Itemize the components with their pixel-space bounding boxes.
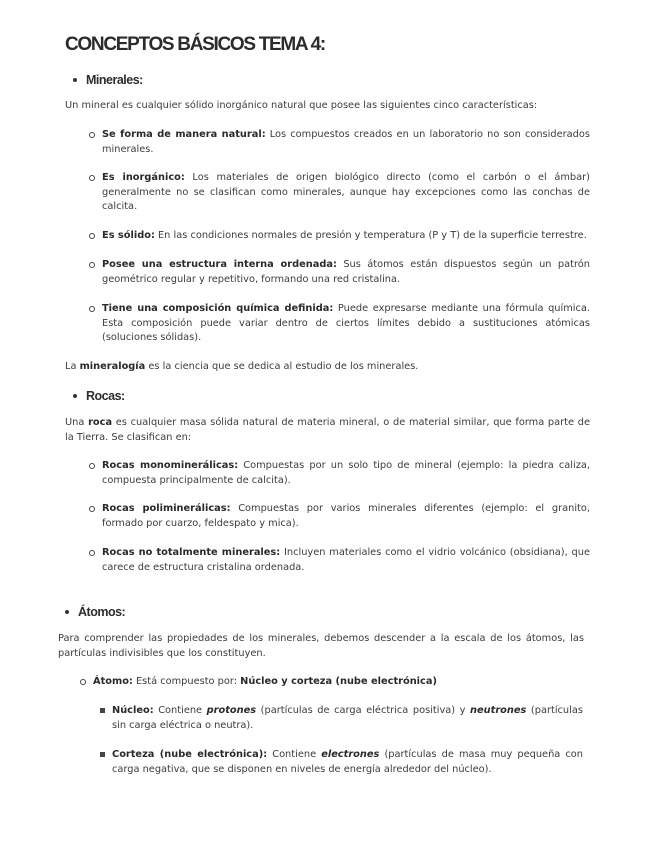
bullet-square-icon	[100, 752, 105, 757]
list-item: Posee una estructura interna ordenada: Sus átomos están dispuestos según un patrón geométrico regular y repetitivo, formando una red cristalina.	[102, 259, 591, 285]
list-item: Rocas poliminerálicas: Compuestas por varios minerales diferentes (ejemplo: el granito, formado por cuarzo, feldespato y mica).	[102, 503, 590, 529]
mineralogia-paragraph: La mineralogía es la ciencia que se dedica al estudio de los minerales.	[65, 361, 419, 372]
bullet-circle-icon	[89, 132, 95, 138]
heading-atomos: Átomos:	[65, 605, 125, 619]
heading-minerales: Minerales:	[73, 73, 143, 87]
bullet-dot-icon	[65, 610, 69, 614]
atomos-intro: Para comprender las propiedades de los minerales, debemos descender a la escala de los átomos, las partículas indivisibles que los constituyen.	[58, 633, 584, 659]
list-item: Rocas monominerálicas: Compuestas por un solo tipo de mineral (ejemplo: la piedra caliza, compuesta principalmente de calcita).	[102, 460, 590, 486]
list-item: Es inorgánico: Los materiales de origen biológico directo (como el carbón o el ámbar) generalmente no se clasifican como minerales, aunque hay excepciones como las conchas de calcita.	[102, 172, 590, 212]
bullet-circle-icon	[89, 175, 95, 181]
heading-rocas: Rocas:	[73, 389, 125, 403]
list-item: Átomo: Está compuesto por: Núcleo y corteza (nube electrónica)	[93, 676, 437, 687]
list-item: Corteza (nube electrónica): Contiene electrones (partículas de masa muy pequeña con carga negativa, que se disponen en niveles de energía alrededor del núcleo).	[112, 749, 583, 775]
bullet-square-icon	[100, 708, 105, 713]
list-item: Tiene una composición química definida: Puede expresarse mediante una fórmula química. Esta composición puede variar dentro de ciertos límites debido a sustituciones atómicas (soluciones sólidas).	[102, 303, 591, 343]
bullet-circle-icon	[80, 679, 86, 685]
minerales-intro: Un mineral es cualquier sólido inorgánico natural que posee las siguientes cinco características:	[65, 100, 538, 111]
rocas-intro: Una roca es cualquier masa sólida natural de materia mineral, o de material similar, que forma parte de la Tierra. Se clasifican en:	[65, 417, 590, 443]
bullet-dot-icon	[73, 78, 77, 82]
list-item: Es sólido: En las condiciones normales de presión y temperatura (P y T) de la superficie terrestre.	[102, 230, 587, 241]
list-item: Núcleo: Contiene protones (partículas de carga eléctrica positiva) y neutrones (partículas sin carga eléctrica o neutra).	[112, 705, 583, 731]
bullet-circle-icon	[89, 306, 95, 312]
list-item: Se forma de manera natural: Los compuestos creados en un laboratorio no son considerados minerales.	[102, 129, 590, 155]
bullet-circle-icon	[89, 262, 95, 268]
bullet-circle-icon	[89, 463, 95, 469]
bullet-circle-icon	[89, 233, 95, 239]
page-title: CONCEPTOS BÁSICOS TEMA 4:	[65, 34, 325, 55]
bullet-circle-icon	[89, 550, 95, 556]
bullet-circle-icon	[89, 506, 95, 512]
list-item: Rocas no totalmente minerales: Incluyen materiales como el vidrio volcánico (obsidiana), que carece de estructura cristalina ordenada.	[102, 547, 590, 573]
bullet-dot-icon	[73, 394, 77, 398]
